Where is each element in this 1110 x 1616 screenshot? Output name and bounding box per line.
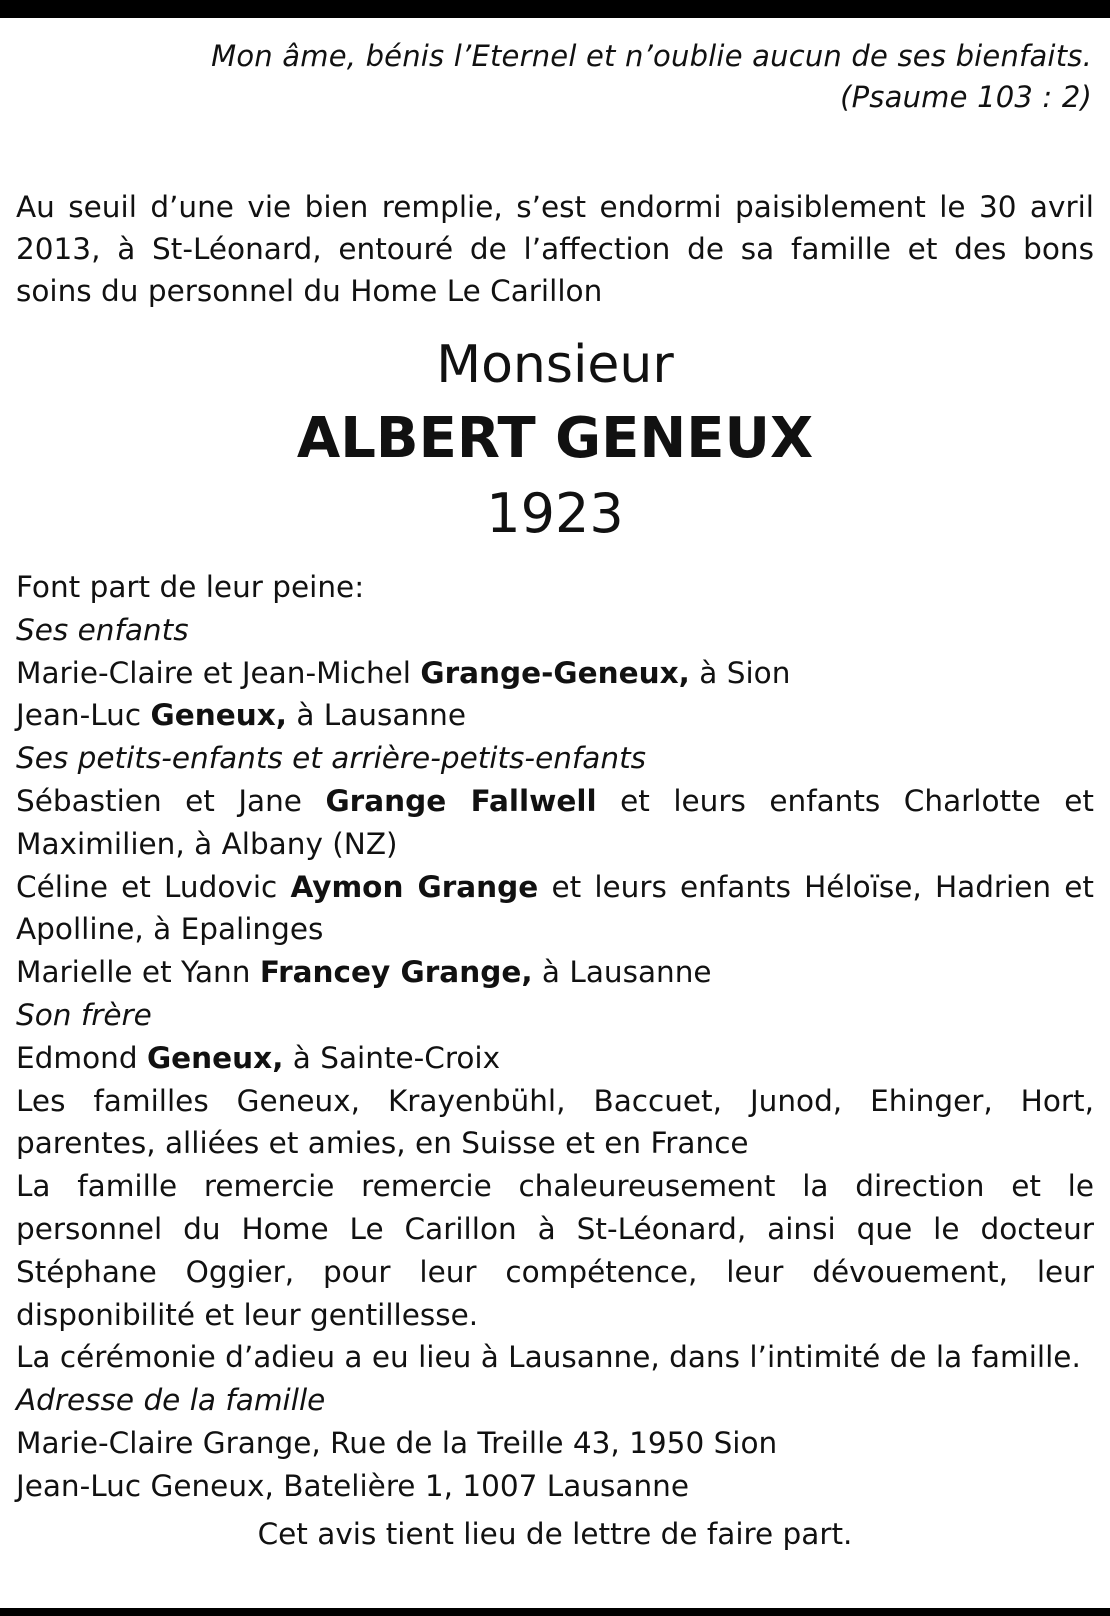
family-entry (16, 866, 1094, 952)
entry-surname: Grange Fallwell (325, 783, 597, 818)
address-line: Marie-Claire Grange, Rue de la Treille 43, 1950 Sion (16, 1425, 778, 1460)
footer-note: Cet avis tient lieu de lettre de faire part. (257, 1517, 853, 1551)
deceased-name: ALBERT GENEUX (296, 406, 814, 471)
children-heading: Ses enfants (16, 612, 189, 647)
families-paragraph: Les familles Geneux, Krayenbühl, Baccuet, Junod, Ehinger, Hort, parentes, alliées et amies, en Suisse et en France (16, 1083, 1094, 1161)
thanks-paragraph: La famille remercie remercie chaleureusement la direction et le personnel du Home Le Carillon à St-Léonard, ainsi que le docteur Stéphane Oggier, pour leur compétence, leur dévouement, leur disponibilité et leur gentillesse. (16, 1169, 1094, 1332)
sibling-heading: Son frère (16, 997, 152, 1032)
deceased-year: 1923 (486, 482, 624, 545)
entry-location: à Lausanne (532, 955, 712, 990)
epigraph (20, 36, 1092, 118)
family-entry (16, 652, 1094, 695)
address-heading: Adresse de la famille (16, 1383, 326, 1418)
family-entry (16, 951, 1094, 994)
family-entry (16, 780, 1094, 866)
announcement: Font part de leur peine: (16, 570, 365, 604)
bottom-border (0, 1608, 1110, 1616)
deceased-block (0, 330, 1110, 550)
entry-surname: Geneux, (150, 698, 287, 733)
entry-surname: Grange-Geneux, (420, 655, 690, 690)
entry-location: à Sion (689, 655, 791, 690)
grandchildren-heading: Ses petits-enfants et arrière-petits-enfants (16, 741, 647, 776)
entry-text: Céline et Ludovic (16, 869, 291, 904)
entry-text: Jean-Luc (16, 698, 151, 733)
address-line: Jean-Luc Geneux, Batelière 1, 1007 Lausanne (16, 1468, 689, 1503)
entry-surname: Aymon Grange (290, 869, 539, 904)
ceremony-paragraph: La cérémonie d’adieu a eu lieu à Lausanne, dans l’intimité de la famille. (16, 1340, 1081, 1375)
entry-location: à Sainte-Croix (283, 1040, 501, 1075)
entry-surname: Francey Grange, (259, 955, 533, 990)
entry-surname: Geneux, (146, 1040, 284, 1075)
family-entry (16, 1037, 1094, 1080)
entry-text: Sébastien et Jane (16, 783, 326, 818)
family-entry (16, 694, 1094, 737)
entry-location: et leurs enfants Héloïse, Hadrien et Apolline, à Epalinges (16, 869, 1094, 947)
intro-paragraph: Au seuil d’une vie bien remplie, s’est endormi paisiblement le 30 avril 2013, à St-Léonard, entouré de l’affection de sa famille et des bons soins du personnel du Home Le Carillon (16, 190, 1094, 308)
notice-body (16, 566, 1094, 1508)
entry-location: à Lausanne (286, 698, 466, 733)
top-border (0, 0, 1110, 18)
entry-text: Marie-Claire et Jean-Michel (16, 655, 421, 690)
entry-text: Marielle et Yann (16, 955, 260, 990)
deceased-honorific: Monsieur (436, 335, 674, 395)
entry-location: et leurs enfants Charlotte et Maximilien, à Albany (NZ) (16, 783, 1094, 861)
epigraph-verse: Mon âme, bénis l’Eternel et n’oublie aucun de ses bienfaits. (211, 39, 1092, 73)
entry-text: Edmond (16, 1040, 147, 1075)
epigraph-reference: (Psaume 103 : 2) (840, 80, 1092, 114)
